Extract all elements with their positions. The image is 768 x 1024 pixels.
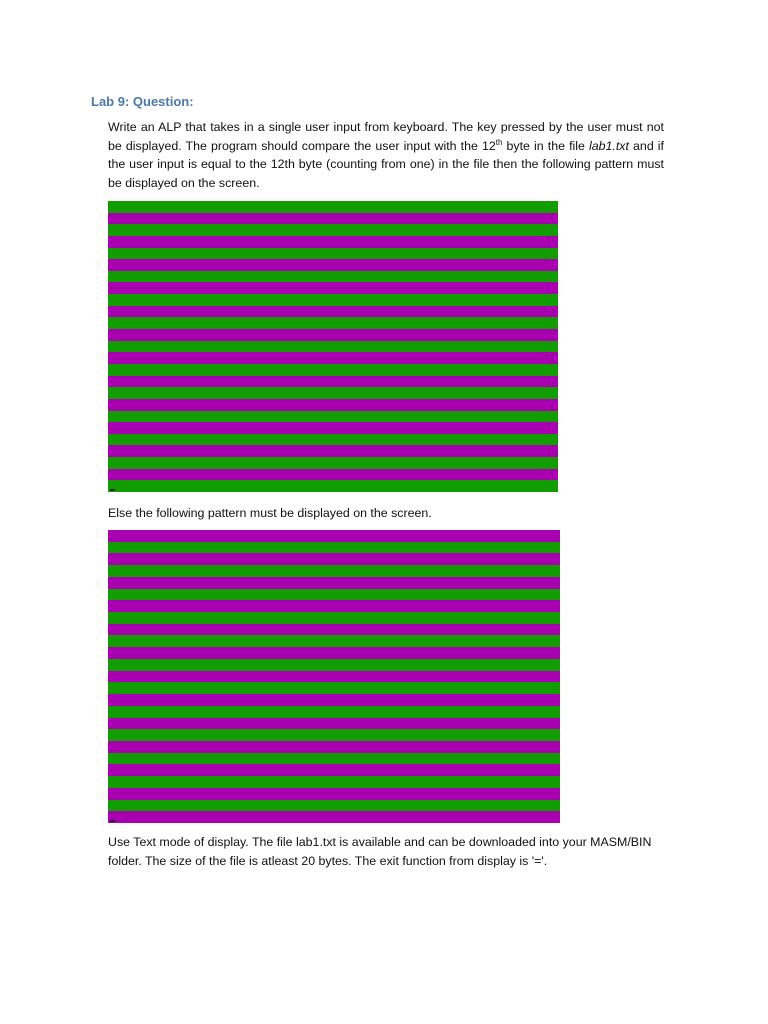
pattern-stripe — [108, 577, 560, 589]
pattern-stripe — [108, 224, 558, 236]
pattern-stripe — [108, 565, 560, 577]
pattern-stripe — [108, 741, 560, 753]
pattern-stripe — [108, 364, 558, 376]
pattern-stripe — [108, 671, 560, 683]
pattern-stripe — [108, 248, 558, 260]
pattern-stripe — [108, 635, 560, 647]
pattern-stripe — [108, 530, 560, 542]
pattern-stripe — [108, 445, 558, 457]
pattern-stripe — [108, 624, 560, 636]
pattern-stripe — [108, 718, 560, 730]
pattern-stripe — [108, 387, 558, 399]
pattern-stripe — [108, 213, 558, 225]
pattern-stripe — [108, 811, 560, 823]
pattern-match-image — [108, 201, 558, 492]
filename-text: lab1.txt — [589, 138, 629, 153]
pattern-stripe — [108, 776, 560, 788]
pattern-else-image — [108, 530, 560, 823]
pattern-stripe — [108, 647, 560, 659]
pattern-stripe — [108, 612, 560, 624]
pattern-stripe — [108, 434, 558, 446]
pattern-stripe — [108, 236, 558, 248]
pattern-stripe — [108, 271, 558, 283]
pattern-stripe — [108, 201, 558, 213]
question-paragraph — [108, 118, 664, 192]
pattern-stripe — [108, 753, 560, 765]
pattern-stripe — [108, 600, 560, 612]
pattern-stripe — [108, 694, 560, 706]
pattern-stripe — [108, 306, 558, 318]
para1-text-c: and if the user input is equal to the 12th byte (counting from one) in the file then the following pattern must be displayed on the screen. — [108, 138, 664, 190]
pattern-stripe — [108, 542, 560, 554]
pattern-stripe — [108, 422, 558, 434]
pattern-stripe — [108, 294, 558, 306]
pattern-stripe — [108, 352, 558, 364]
pattern-stripe — [108, 480, 558, 492]
para1-superscript: th — [495, 137, 503, 147]
pattern-stripe — [108, 706, 560, 718]
pattern-stripe — [108, 589, 560, 601]
pattern-stripe — [108, 788, 560, 800]
para1-text-b: byte in the file — [502, 138, 589, 153]
pattern-stripe — [108, 399, 558, 411]
pattern-stripe — [108, 469, 558, 481]
else-paragraph: Else the following pattern must be displayed on the screen. — [108, 506, 432, 520]
pattern-stripe — [108, 411, 558, 423]
pattern-stripe — [108, 729, 560, 741]
instructions-paragraph: Use Text mode of display. The file lab1.txt is available and can be downloaded into your MASM/BIN folder. The size of the file is atleast 20 bytes. The exit function from display is '='. — [108, 835, 652, 868]
pattern-stripe — [108, 764, 560, 776]
pattern-stripe — [108, 376, 558, 388]
text-cursor — [110, 820, 115, 822]
pattern-stripe — [108, 259, 558, 271]
text-cursor — [110, 489, 115, 491]
pattern-stripe — [108, 457, 558, 469]
question-heading: Lab 9: Question: — [91, 94, 194, 109]
pattern-stripe — [108, 282, 558, 294]
pattern-stripe — [108, 341, 558, 353]
pattern-stripe — [108, 800, 560, 812]
pattern-stripe — [108, 329, 558, 341]
para1-text-a: Write an ALP that takes in a single user input from keyboard. The key pressed by the user must not be displayed. The program should compare the user input with the 12 — [108, 120, 664, 153]
pattern-stripe — [108, 317, 558, 329]
pattern-stripe — [108, 682, 560, 694]
pattern-stripe — [108, 553, 560, 565]
pattern-stripe — [108, 659, 560, 671]
